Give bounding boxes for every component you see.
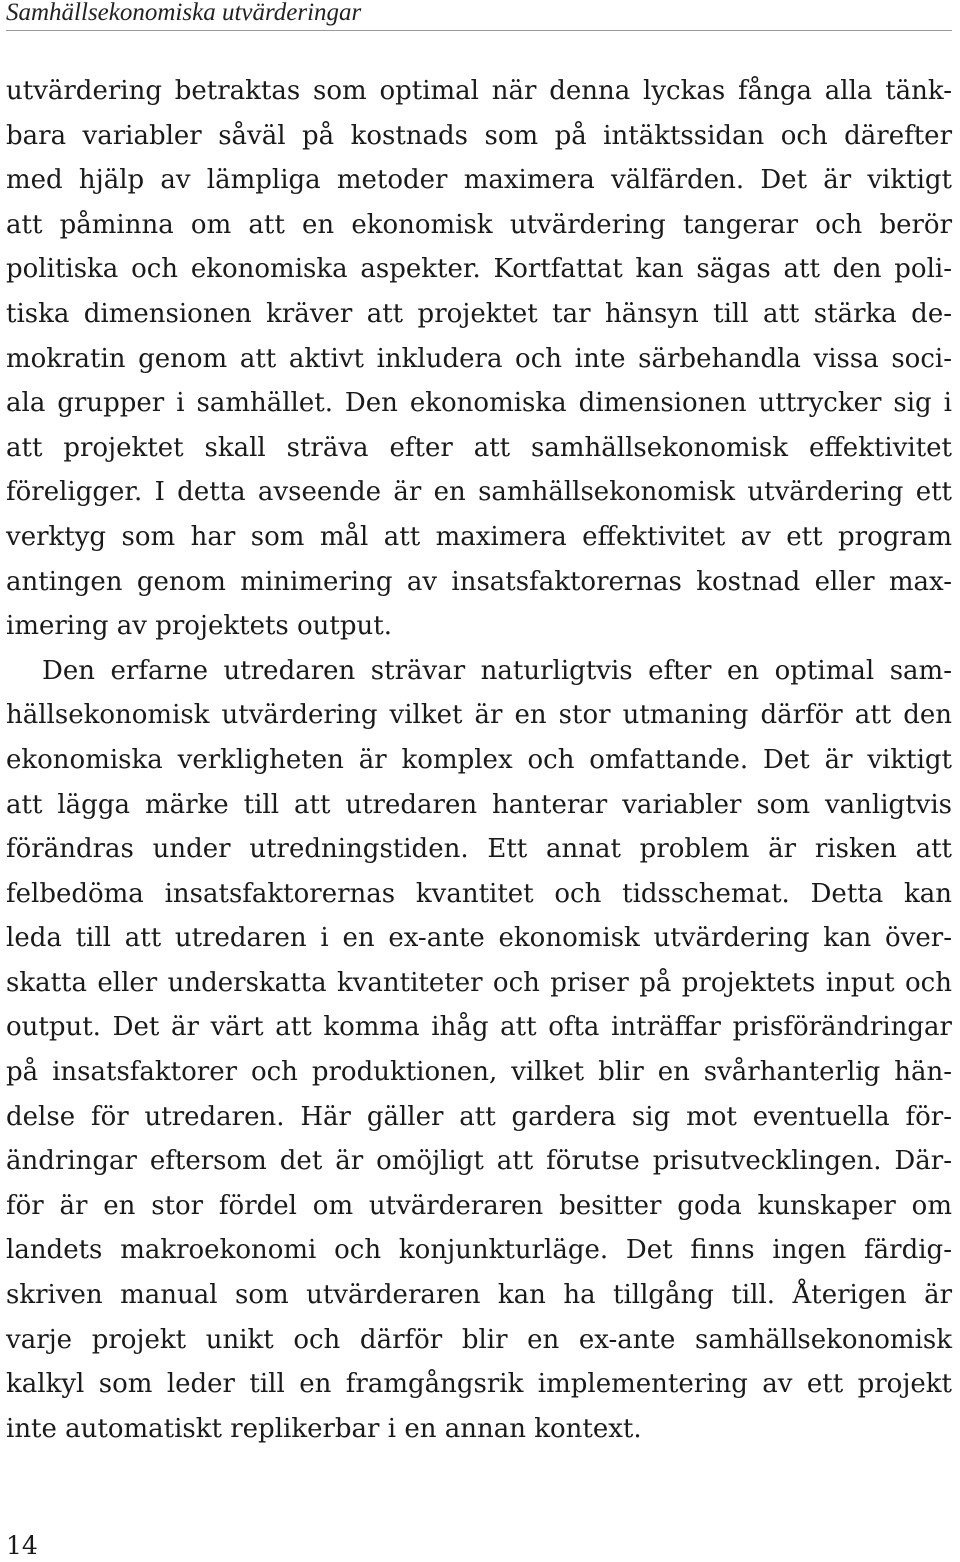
text-line: bara variabler såväl på kostnads som på intäktssidan och därefter <box>6 120 952 151</box>
text-line: Den erfarne utredaren strävar naturligtvis efter en optimal sam- <box>42 655 952 686</box>
running-header: Samhällsekonomiska utvärderingar <box>6 0 362 26</box>
text-line: kalkyl som leder till en framgångsrik implementering av ett projekt <box>6 1369 952 1400</box>
text-line: landets makroekonomi och konjunkturläge. Det finns ingen färdig- <box>6 1235 952 1266</box>
body-text <box>6 69 952 1451</box>
text-line: antingen genom minimering av insatsfaktorernas kostnad eller max- <box>6 566 952 597</box>
text-line: att projektet skall sträva efter att samhällsekonomisk effektivitet <box>6 432 952 463</box>
text-line: skriven manual som utvärderaren kan ha tillgång till. Återigen är <box>6 1280 952 1311</box>
text-line: att lägga märke till att utredaren hanterar variabler som vanligtvis <box>6 789 952 820</box>
text-line: mokratin genom att aktivt inkludera och inte särbehandla vissa soci- <box>6 343 952 374</box>
text-line: skatta eller underskatta kvantiteter och priser på projektets input och <box>6 967 952 998</box>
text-line: ala grupper i samhället. Den ekonomiska dimensionen uttrycker sig i <box>6 388 952 419</box>
text-line: att påminna om att en ekonomisk utvärdering tangerar och berör <box>6 209 952 240</box>
text-line: med hjälp av lämpliga metoder maximera välfärden. Det är viktigt <box>6 165 952 196</box>
text-line: politiska och ekonomiska aspekter. Kortfattat kan sägas att den poli- <box>6 254 952 285</box>
text-line: tiska dimensionen kräver att projektet tar hänsyn till att stärka de- <box>6 298 952 329</box>
text-line: leda till att utredaren i en ex-ante ekonomisk utvärdering kan över- <box>6 923 952 954</box>
text-line: förändras under utredningstiden. Ett annat problem är risken att <box>6 834 952 865</box>
text-line: ändringar eftersom det är omöjligt att förutse prisutvecklingen. Där- <box>6 1146 952 1177</box>
paragraph-2 <box>6 649 952 1452</box>
text-line: delse för utredaren. Här gäller att gardera sig mot eventuella för- <box>6 1101 952 1132</box>
text-line: på insatsfaktorer och produktionen, vilket blir en svårhanterlig hän- <box>6 1057 952 1088</box>
text-line: för är en stor fördel om utvärderaren besitter goda kunskaper om <box>6 1190 952 1221</box>
text-line: verktyg som har som mål att maximera effektivitet av ett program <box>6 521 952 552</box>
text-line: hällsekonomisk utvärdering vilket är en stor utmaning därför att den <box>6 700 952 731</box>
page-number: 14 <box>6 1531 38 1560</box>
text-line: output. Det är värt att komma ihåg att ofta inträffar prisförändringar <box>6 1012 952 1043</box>
text-line: utvärdering betraktas som optimal när denna lyckas fånga alla tänk- <box>6 76 952 106</box>
text-line: imering av projektets output. <box>6 611 392 642</box>
header-divider <box>6 30 952 31</box>
paragraph-1 <box>6 69 952 649</box>
text-line: ekonomiska verkligheten är komplex och omfattande. Det är viktigt <box>6 744 952 775</box>
text-line: föreligger. I detta avseende är en samhällsekonomisk utvärdering ett <box>6 477 952 508</box>
text-line: varje projekt unikt och därför blir en ex-ante samhällsekonomisk <box>6 1324 952 1355</box>
text-line: felbedöma insatsfaktorernas kvantitet och tidsschemat. Detta kan <box>6 878 952 909</box>
text-line: inte automatiskt replikerbar i en annan kontext. <box>6 1413 642 1444</box>
